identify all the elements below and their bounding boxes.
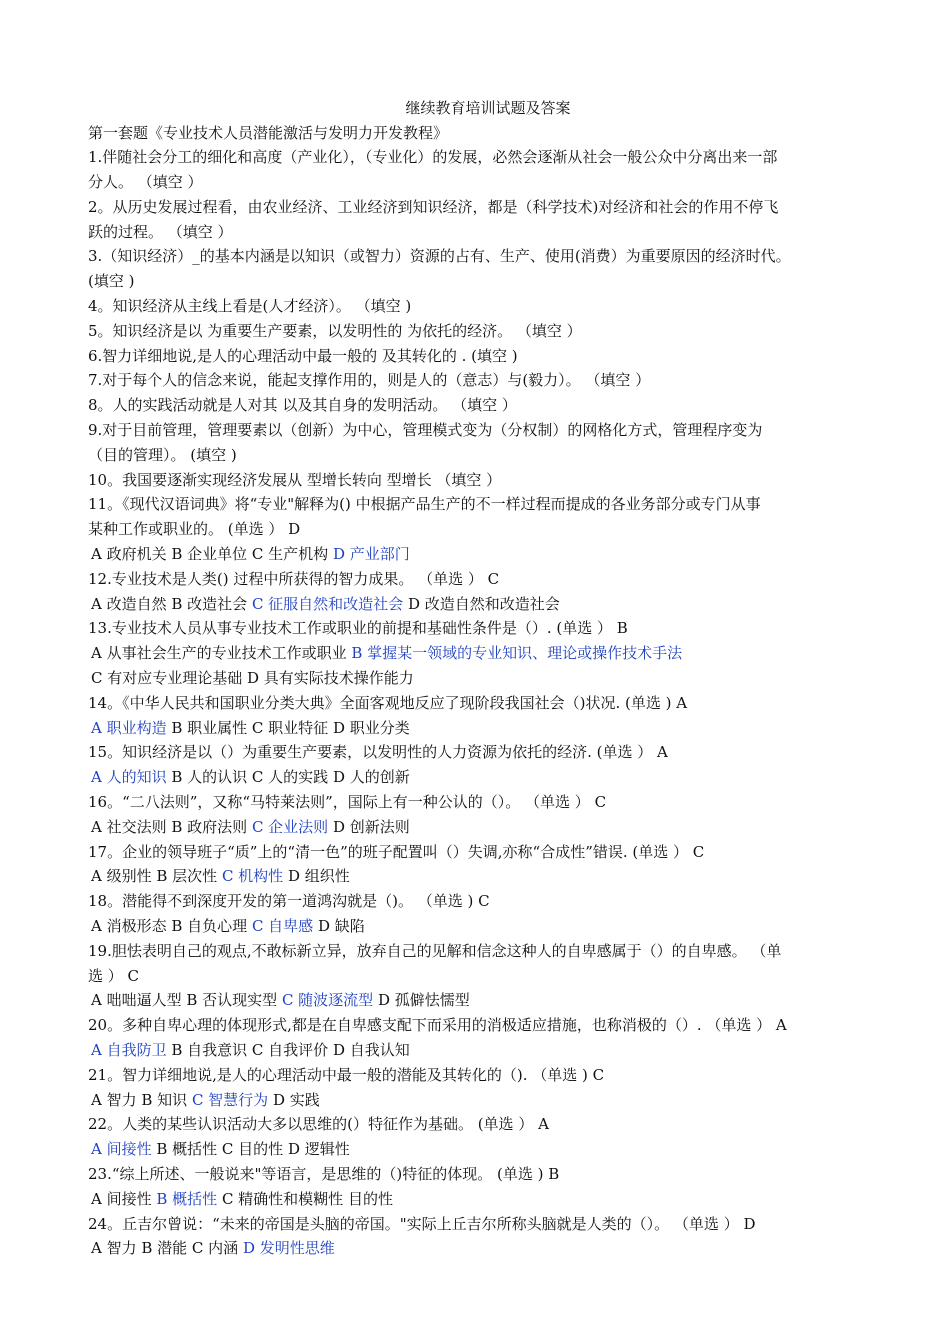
question-line: 8。人的实践活动就是人对其 以及其自身的发明活动。 （填空 ） — [88, 396, 517, 415]
question-line: （目的管理）。 (填空 ) — [88, 445, 237, 464]
options-line — [88, 1187, 888, 1212]
options-line — [88, 864, 888, 889]
question-line: 20。多种自卑心理的体现形式,都是在自卑感支配下而采用的消极适应措施，也称消极的（）. （单选 ） A — [88, 1016, 787, 1035]
question-line: (填空 ) — [88, 272, 135, 291]
question-line: 1.伴随社会分工的细化和高度（产业化），（专业化）的发展，必然会逐渐从社会一般公众中分离出来一部 — [88, 148, 778, 167]
answer-option: D 发明性思维 — [242, 1239, 335, 1258]
option-text: D 改造自然和改造社会 — [403, 594, 560, 613]
question-line: 分人。 （填空 ） — [88, 173, 203, 192]
answer-option: B 概括性 — [156, 1189, 218, 1208]
option-text: A 智力 B 潜能 C 内涵 — [91, 1239, 243, 1258]
options-line — [88, 641, 888, 666]
options-line — [88, 815, 888, 840]
option-text: A 改造自然 B 改造社会 — [91, 594, 252, 613]
options-line — [88, 1236, 888, 1261]
question-line: 23.“综上所述、一般说来"等语言，是思维的（)特征的体现。 (单选 ) B — [88, 1164, 560, 1183]
question-list — [88, 145, 888, 1261]
option-text: A 级别性 B 层次性 — [91, 867, 222, 886]
answer-option: C 征服自然和改造社会 — [251, 594, 404, 613]
answer-option: C 机构性 — [221, 867, 284, 886]
options-line — [88, 1038, 888, 1063]
options-line — [88, 765, 888, 790]
option-text: D 孤僻怯懦型 — [373, 991, 470, 1010]
question-line: 17。企业的领导班子“质”上的“清一色”的班子配置叫（）失调,亦称“合成性”错误. (单选 ） C — [88, 842, 705, 861]
option-text: B 职业属性 C 职业特征 D 职业分类 — [166, 718, 410, 737]
answer-option: B 掌握某一领域的专业知识、理论或操作技术手法 — [351, 644, 683, 663]
question-line: 5。知识经济是以 为重要生产要素，以发明性的 为依托的经济。 （填空 ） — [88, 321, 582, 340]
question-line: 12.专业技术是人类() 过程中所获得的智力成果。 （单选 ） C — [88, 569, 500, 588]
question-line: 15。知识经济是以（）为重要生产要素，以发明性的人力资源为依托的经济. (单选 ） A — [88, 743, 668, 762]
options-line — [88, 592, 888, 617]
question-line: 9.对于目前管理，管理要素以（创新）为中心，管理模式变为（分权制）的网格化方式，管理程序变为 — [88, 421, 763, 440]
question-line: 18。潜能得不到深度开发的第一道鸿沟就是（)。 （单选 ) C — [88, 892, 490, 911]
answer-option: C 随波逐流型 — [281, 991, 374, 1010]
option-text: B 自我意识 C 自我评价 D 自我认知 — [166, 1040, 410, 1059]
options-line — [88, 914, 888, 939]
question-line: 4。知识经济从主线上看是(人才经济）。 （填空 ) — [88, 297, 412, 316]
answer-option: A 间接性 — [91, 1140, 152, 1159]
option-text: D 实践 — [268, 1090, 320, 1109]
question-line: 21。智力详细地说,是人的心理活动中最一般的潜能及其转化的（). （单选 ) C — [88, 1065, 605, 1084]
question-line: 14。《中华人民共和国职业分类大典》全面客观地反应了现阶段我国社会（)状况. (单选 ) A — [88, 693, 688, 712]
section-title: 第一套题《专业技术人员潜能激活与发明力开发教程》 — [88, 123, 449, 142]
options-line — [88, 666, 888, 691]
option-text: A 咄咄逼人型 B 否认现实型 — [91, 991, 282, 1010]
option-text: B 概括性 C 目的性 D 逻辑性 — [151, 1140, 350, 1159]
question-line: 10。我国要逐渐实现经济发展从 型增长转向 型增长 （填空 ） — [88, 470, 502, 489]
question-line: 7.对于每个人的信念来说，能起支撑作用的，则是人的（意志）与(毅力）。 （填空 ） — [88, 371, 651, 390]
answer-option: A 职业构造 — [91, 718, 167, 737]
answer-option: C 自卑感 — [251, 917, 314, 935]
answer-option: A 人的知识 — [91, 768, 167, 787]
question-line: 16。“二八法则”，又称“马特莱法则”，国际上有一种公认的（）。 （单选 ） C — [88, 793, 607, 812]
question-line: 某种工作或职业的。 (单选 ） D — [88, 520, 301, 539]
option-text: A 间接性 — [91, 1189, 157, 1208]
document-title: 继续教育培训试题及答案 — [405, 99, 571, 117]
option-text: A 社交法则 B 政府法则 — [91, 817, 252, 836]
question-line: 24。丘吉尔曾说：“未来的帝国是头脑的帝国。"实际上丘吉尔所称头脑就是人类的（）。 （单选 ） D — [88, 1214, 756, 1233]
question-line: 22。人类的某些认识活动大多以思维的(）特征作为基础。 (单选 ） A — [88, 1115, 549, 1134]
option-text: D 组织性 — [283, 867, 350, 886]
document-content — [88, 96, 888, 1261]
option-text: A 消极形态 B 自负心理 — [91, 917, 252, 935]
option-text: A 智力 B 知识 — [91, 1090, 192, 1109]
options-line — [88, 716, 888, 741]
question-line: 3.（知识经济）_的基本内涵是以知识（或智力）资源的占有、生产、使用(消费）为重要原因的经济时代。 — [88, 247, 791, 266]
question-line: 6.智力详细地说,是人的心理活动中最一般的 及其转化的 . (填空 ) — [88, 346, 518, 365]
question-line: 2。从历史发展过程看，由农业经济、工业经济到知识经济，都是（科学技术)对经济和社会的作用不停飞 — [88, 197, 779, 216]
question-line: 13.专业技术人员从事专业技术工作或职业的前提和基础性条件是（）. (单选 ） B — [88, 619, 628, 638]
question-line: 11。《现代汉语词典》将“专业"解释为() 中根据产品生产的不一样过程而提成的各业务部分或专门从事 — [88, 495, 761, 514]
answer-option: A 自我防卫 — [91, 1040, 167, 1059]
option-text: C 精确性和模糊性 目的性 — [217, 1189, 393, 1208]
question-line: 跃的过程。 （填空 ） — [88, 222, 233, 241]
option-text: A 从事社会生产的专业技术工作或职业 — [91, 644, 352, 663]
answer-option: C 企业法则 — [251, 817, 329, 836]
answer-option: D 产业部门 — [332, 545, 410, 564]
options-line — [88, 1137, 888, 1162]
question-line: 选 ） C — [88, 966, 140, 985]
options-line — [88, 542, 888, 567]
option-text: A 政府机关 B 企业单位 C 生产机构 — [91, 545, 333, 564]
option-text: C 有对应专业理论基础 D 具有实际技术操作能力 — [91, 669, 414, 688]
option-text: B 人的认识 C 人的实践 D 人的创新 — [166, 768, 410, 787]
option-text: D 缺陷 — [313, 917, 365, 935]
question-line: 19.胆怯表明自己的观点,不敢标新立异，放弃自己的见解和信念这种人的自卑感属于（）的自卑感。 （单 — [88, 941, 782, 960]
options-line — [88, 1088, 888, 1113]
options-line — [88, 988, 888, 1013]
option-text: D 创新法则 — [328, 817, 410, 836]
answer-option: C 智慧行为 — [191, 1090, 269, 1109]
